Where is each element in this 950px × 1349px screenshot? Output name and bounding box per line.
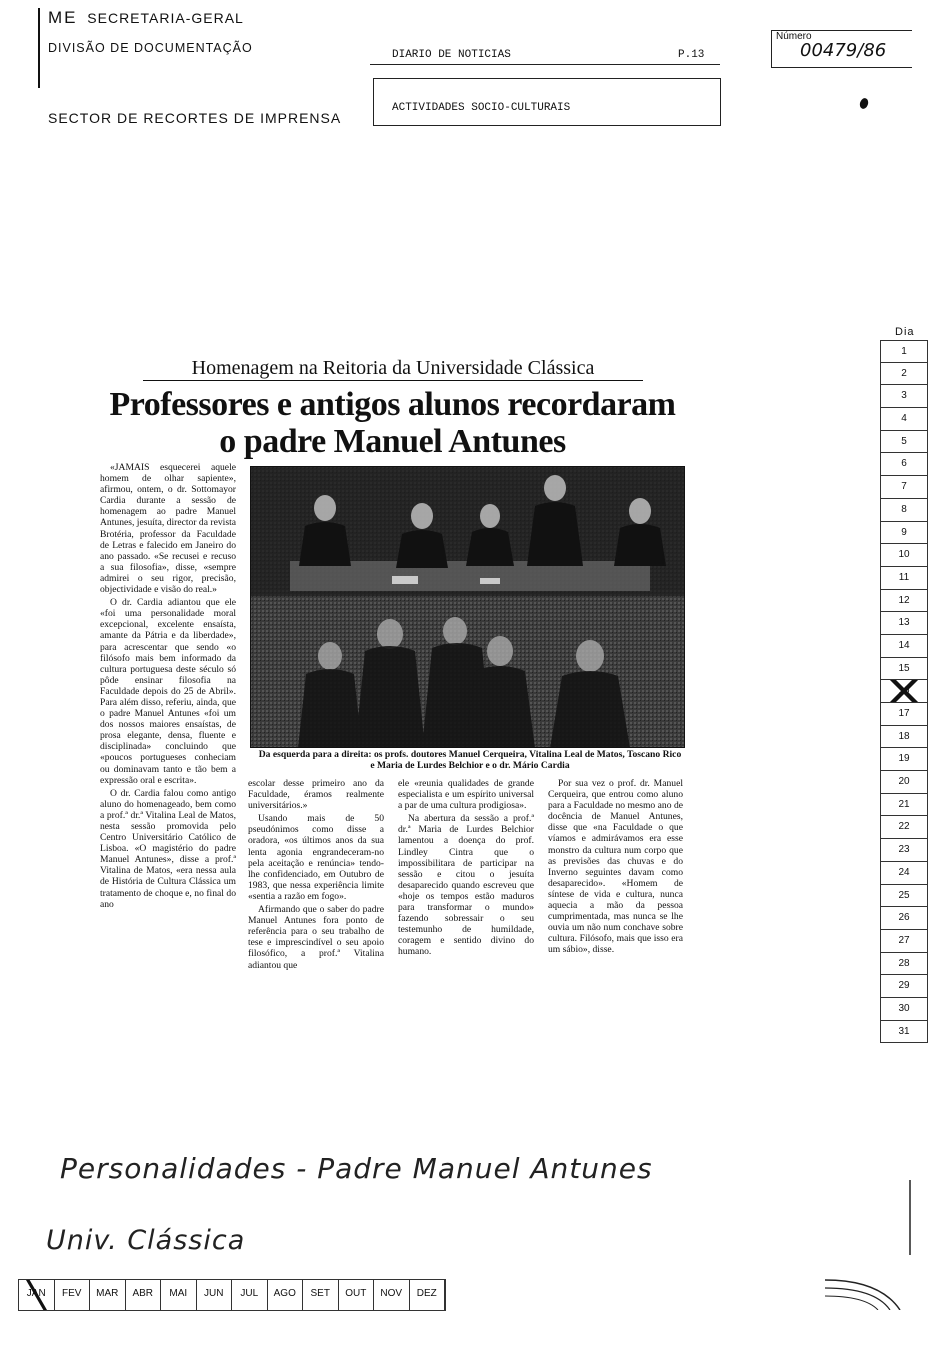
month-cell-jul: JUL: [232, 1280, 268, 1310]
handwritten-note-1: Personalidades - Padre Manuel Antunes: [60, 1152, 653, 1185]
day-cell-25: 25: [880, 885, 928, 908]
month-cell-abr: ABR: [126, 1280, 162, 1310]
article-column-1: [100, 462, 236, 912]
ink-dot: [858, 97, 869, 110]
sector-name: SECTOR DE RECORTES DE IMPRENSA: [48, 110, 342, 126]
paragraph: «JAMAIS esquecerei aquele homem de olhar sapiente», afirmou, ontem, o dr. Sottomayor Cardia durante a sessão de homenagem ao padre Manuel Antunes, jesuíta, director da revista Brotéria, professor da Faculdade de Letras e falecido em Janeiro do ano passado. «Se recusei e recuso a sua filosofia», disse, «sempre admirei o seu rigor, precisão, objectividade e visão do real.»: [100, 462, 236, 596]
paragraph: Usando mais de 50 pseudónimos como disse a oradora, «os últimos anos da sua lenta agonia engrandeceram-no pela aceitação e renúncia» tendo-lhe confidenciado, em Outubro de 1983, que nessa experiência limite «sentia a razão em fogo».: [248, 813, 384, 902]
paragraph: ele «reunia qualidades de grande especialista e um espírito universal a par de uma cultura prodigiosa».: [398, 778, 534, 812]
day-cell-1: 1: [880, 340, 928, 363]
day-column: [880, 340, 928, 1043]
paragraph: Por sua vez o prof. dr. Manuel Cerqueira, que entrou como aluno para a Faculdade no mesmo ano de docência de Manuel Antunes, disse que «na Faculdade o que víamos e admirávamos era esse monstro da cultura num corpo que as previsões das chuvas e do Inverno seguintes davam como desaparecido». «Homem de síntese de vida e cultura, nunca aquecia a mão da pessoa cumprimentada, mas nunca se lhe ouvia um não num conchave sobre cultura. Filósofo, mais que isso era um sábio», disse.: [548, 778, 683, 956]
corner-arcs-graphic: [820, 1180, 920, 1310]
day-cell-11: 11: [880, 567, 928, 590]
article-photo: [250, 466, 685, 748]
day-cell-21: 21: [880, 794, 928, 817]
month-cell-ago: AGO: [268, 1280, 304, 1310]
article-column-2: [248, 778, 384, 973]
day-cell-20: 20: [880, 771, 928, 794]
day-cell-24: 24: [880, 862, 928, 885]
day-cell-8: 8: [880, 499, 928, 522]
paragraph: escolar desse primeiro ano da Faculdade, éramos realmente universitários.»: [248, 778, 384, 812]
month-cell-dez: DEZ: [410, 1280, 446, 1310]
month-cell-fev: FEV: [55, 1280, 91, 1310]
day-cell-4: 4: [880, 408, 928, 431]
day-cell-5: 5: [880, 431, 928, 454]
day-cell-9: 9: [880, 522, 928, 545]
day-cell-12: 12: [880, 590, 928, 613]
day-cell-15: 15: [880, 658, 928, 681]
month-cell-mar: MAR: [90, 1280, 126, 1310]
header-rule: [38, 8, 40, 88]
month-row: [18, 1279, 446, 1311]
newspaper-name: DIARIO DE NOTICIAS: [392, 49, 511, 61]
day-label: Dia: [895, 326, 915, 338]
month-cell-mai: MAI: [161, 1280, 197, 1310]
org-title: ME SECRETARIA-GERAL: [48, 8, 244, 27]
paragraph: O dr. Cardia falou como antigo aluno do homenageado, bem como a prof.ª dr.ª Vitalina Leal de Matos, nesta sessão promovida pelo Centro Universitário Católico de Lisboa. «O magistério do padre Manuel Antunes», disse a prof.ª Vitalina de Matos, «era nessa aula de História de Cultura Clássica um tratamento de choque e, no final do ano: [100, 787, 236, 910]
day-cell-30: 30: [880, 998, 928, 1021]
day-cell-14: 14: [880, 635, 928, 658]
day-cell-22: 22: [880, 816, 928, 839]
day-cell-27: 27: [880, 930, 928, 953]
day-cell-29: 29: [880, 975, 928, 998]
number-value: 00479/86: [800, 40, 887, 61]
number-label: Número: [776, 31, 812, 42]
paragraph: Na abertura da sessão a prof.ª dr.ª Maria de Lurdes Belchior lamentou a doença do prof. Lindley Cintra que o impossibilitara de participar na sessão e citou o jesuíta desaparecido quando escreveu que «hoje os tempos estão maduros para transformar o mundo» fazendo sobressair o seu testemunho de humildade, coragem e sentido divino do humano.: [398, 813, 534, 958]
page-number: P.13: [678, 49, 705, 61]
month-cell-jan: JAN: [19, 1280, 55, 1310]
article-headline: Professores e antigos alunos recordaram o padre Manuel Antunes: [109, 386, 676, 460]
day-cell-7: 7: [880, 476, 928, 499]
day-cell-13: 13: [880, 612, 928, 635]
day-cell-2: 2: [880, 363, 928, 386]
day-cell-18: 18: [880, 726, 928, 749]
day-cell-16: 16: [880, 680, 928, 703]
day-cell-28: 28: [880, 953, 928, 976]
division-name: DIVISÃO DE DOCUMENTAÇÃO: [48, 41, 253, 55]
handwritten-note-2: Univ. Clássica: [46, 1225, 246, 1256]
day-cell-17: 17: [880, 703, 928, 726]
month-cell-jun: JUN: [197, 1280, 233, 1310]
day-cell-19: 19: [880, 748, 928, 771]
day-cell-6: 6: [880, 453, 928, 476]
day-cell-3: 3: [880, 385, 928, 408]
paragraph: O dr. Cardia adiantou que ele «foi uma personalidade moral excepcional, excelente ensaísta, amante da Pátria e da liberdade», para acrescentar que sendo «o filósofo mais bem informado da cultura portuguesa deste século só pôde ensinar filosofia na Faculdade depois do 25 de Abril». Para além disso, referiu, ainda, que o padre Manuel Antunes «foi um dos nossos maiores ensaístas, de prosa elegante, densa, fluente e disciplinada» concluindo que «poucos portugueses conheciam ou dominavam tanto e tão bem a expressão oral e escrita».: [100, 597, 236, 786]
day-cell-23: 23: [880, 839, 928, 862]
month-cell-set: SET: [303, 1280, 339, 1310]
month-cell-nov: NOV: [374, 1280, 410, 1310]
day-cell-26: 26: [880, 907, 928, 930]
paragraph: Afirmando que o saber do padre Manuel Antunes fora ponto de referência para o seu trabalho de tese e imprescindível o seu apoio filosófico, a prof.ª Vitalina adiantou que: [248, 904, 384, 971]
photo-caption: Da esquerda para a direita: os profs. doutores Manuel Cerqueira, Vitalina Leal de Matos, Toscano Rico e Maria de Lurdes Belchior e o dr. Mário Cardia: [258, 749, 682, 771]
article-column-3: [398, 778, 534, 960]
section-name: ACTIVIDADES SOCIO-CULTURAIS: [392, 102, 571, 114]
day-cell-31: 31: [880, 1021, 928, 1044]
month-cell-out: OUT: [339, 1280, 375, 1310]
article-column-4: [548, 778, 683, 958]
article-kicker: Homenagem na Reitoria da Universidade Clássica: [143, 357, 643, 381]
day-cell-10: 10: [880, 544, 928, 567]
